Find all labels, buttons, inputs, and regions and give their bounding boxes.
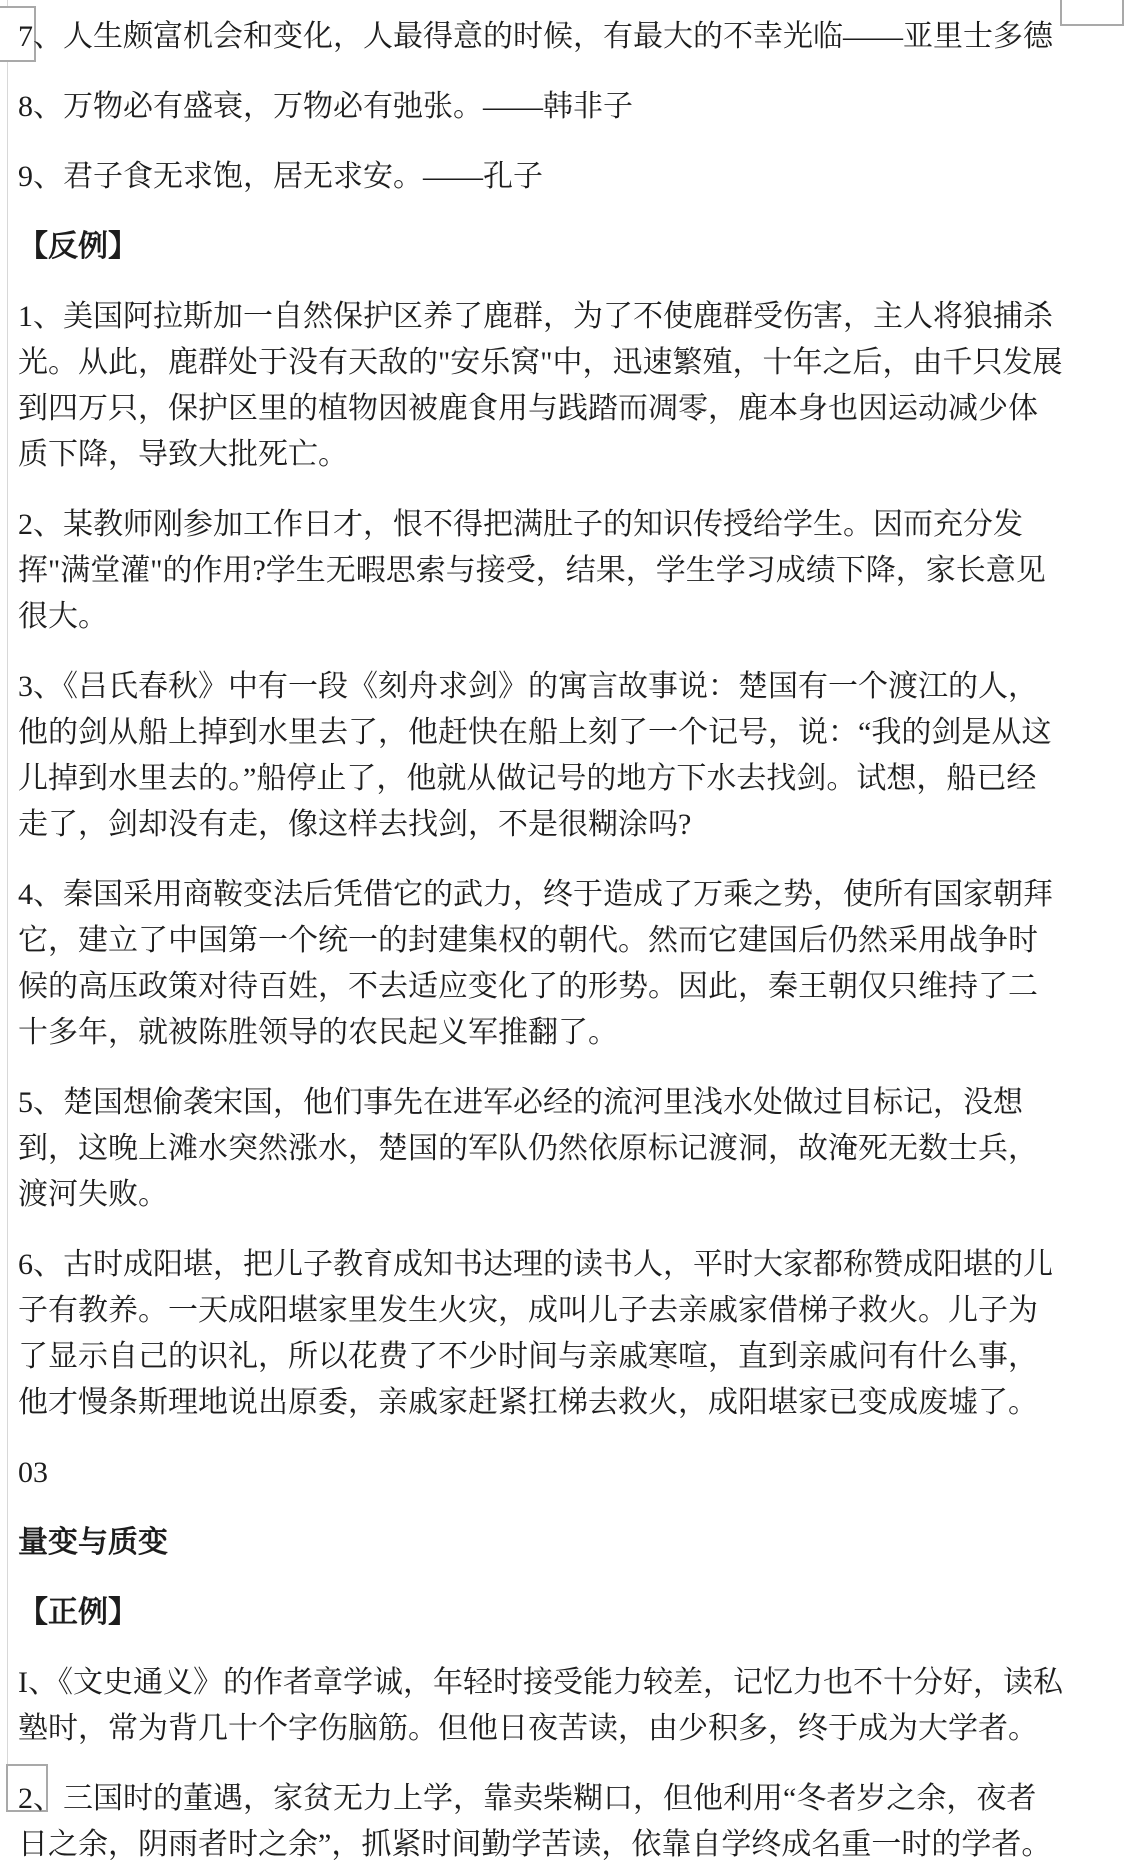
section-heading-positive-examples: 【正例】 <box>18 1596 138 1629</box>
counter-example-1: 1、美国阿拉斯加一自然保护区养了鹿群，为了不使鹿群受伤害，主人将狼捕杀光。从此，鹿群处于没有天敌的"安乐窝"中，迅速繁殖，十年之后，由千只发展到四万只，保护区里的植物因被鹿食用与践踏而凋零，鹿本身也因运动减少体质下降，导致大批死亡。 <box>18 300 1063 471</box>
section-title: 量变与质变 <box>18 1526 168 1559</box>
quote-confucius: 9、君子食无求饱，居无求安。——孔子 <box>18 160 543 193</box>
quote-aristotle: 7、人生颇富机会和变化，人最得意的时候，有最大的不幸光临——亚里士多德 <box>18 20 1053 53</box>
counter-example-3: 3、《吕氏春秋》中有一段《刻舟求剑》的寓言故事说：楚国有一个渡江的人，他的剑从船上掉到水里去了，他赶快在船上刻了一个记号，说：“我的剑是从这儿掉到水里去的。”船停止了，他就从做记号的地方下水去找剑。试想，船已经走了，剑却没有走，像这样去找剑，不是很糊涂吗? <box>18 670 1052 841</box>
section-number: 03 <box>18 1456 48 1489</box>
quote-hanfeizi: 8、万物必有盛衰，万物必有弛张。——韩非子 <box>18 90 633 123</box>
counter-example-6: 6、古时成阳堪，把儿子教育成知书达理的读书人，平时大家都称赞成阳堪的儿子有教养。一天成阳堪家里发生火灾，成叫儿子去亲戚家借梯子救火。儿子为了显示自己的识礼，所以花费了不少时间与亲戚寒喧，直到亲戚问有什么事，他才慢条斯理地说出原委，亲戚家赶紧扛梯去救火，成阳堪家已变成废墟了。 <box>18 1248 1053 1419</box>
positive-example-2: 2、三国时的董遇，家贫无力上学，靠卖柴糊口，但他利用“冬者岁之余，夜者日之余，阴雨者时之余”，抓紧时间勤学苦读，依靠自学终成名重一时的学者。 <box>18 1782 1052 1861</box>
positive-example-1: I、《文史通义》的作者章学诚，年轻时接受能力较差，记忆力也不十分好，读私塾时，常为背几十个字伤脑筋。但他日夜苦读，由少积多，终于成为大学者。 <box>18 1666 1063 1745</box>
counter-example-4: 4、秦国采用商鞍变法后凭借它的武力，终于造成了万乘之势，使所有国家朝拜它，建立了中国第一个统一的封建集权的朝代。然而它建国后仍然采用战争时候的高压政策对待百姓，不去适应变化了的形势。因此，秦王朝仅只维持了二十多年，就被陈胜领导的农民起义军推翻了。 <box>18 878 1053 1049</box>
section-heading-counter-examples: 【反例】 <box>18 230 138 263</box>
counter-example-2: 2、某教师刚参加工作日才，恨不得把满肚子的知识传授给学生。因而充分发挥"满堂灌"的作用?学生无暇思索与接受，结果，学生学习成绩下降，家长意见很大。 <box>18 508 1046 633</box>
counter-example-5: 5、楚国想偷袭宋国，他们事先在进军必经的流河里浅水处做过目标记，没想到，这晚上滩水突然涨水，楚国的军队仍然依原标记渡洞，故淹死无数士兵，渡河失败。 <box>18 1086 1038 1211</box>
